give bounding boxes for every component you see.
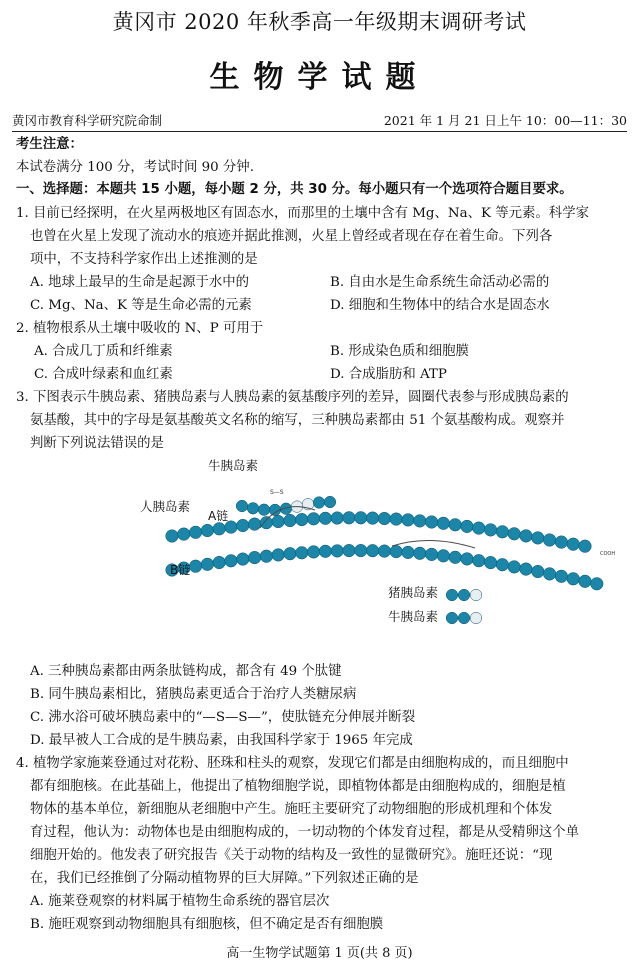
label-a-chain: A链	[208, 509, 229, 523]
porcine-tail-bead	[470, 589, 482, 601]
b-chain-bead	[461, 553, 474, 566]
label-bovine-top: 牛胰岛素	[208, 458, 259, 473]
bovine-fragment-bead	[313, 497, 325, 509]
a-chain-bead	[319, 512, 332, 525]
b-chain-bead	[390, 545, 403, 558]
q3-option-a: A. 三种胰岛素都由两条肽链构成，都含有 49 个肽键	[30, 664, 342, 679]
a-chain-bead	[461, 520, 474, 533]
b-chain-bead	[473, 554, 486, 567]
a-chain-bead	[579, 540, 592, 553]
label-human: 人胰岛素	[140, 499, 191, 514]
b-chain-bead	[496, 558, 509, 571]
b-chain-bead	[579, 575, 592, 588]
a-chain-bead	[449, 519, 462, 532]
q3-option-d: D. 最早被人工合成的是牛胰岛素，由我国科学家于 1965 年完成	[30, 733, 413, 748]
b-chain-bead	[414, 547, 427, 560]
label-b-chain: B链	[170, 563, 191, 577]
a-chain-bead	[166, 530, 179, 543]
q2-option-c: C. 合成叶绿素和血红素	[34, 367, 173, 382]
b-chain-bead	[355, 544, 368, 557]
label-bovine-bottom: 牛胰岛素	[388, 609, 439, 624]
q4-stem-line-1: 4. 植物学家施莱登通过对花粉、胚珠和柱头的观察，发现它们都是由细胞构成的，而且细胞中	[16, 756, 569, 771]
q2-stem: 2. 植物根系从土壤中吸收的 N、P 可用于	[16, 321, 264, 336]
b-chain-beads	[166, 544, 603, 590]
insulin-sequence-figure	[130, 458, 630, 638]
bovine-fragment-bead	[324, 496, 336, 508]
a-chain-bead	[237, 519, 250, 532]
subject-title: 生物学试题	[209, 60, 430, 95]
bovine-fragment-bead	[247, 503, 259, 515]
a-chain-bead	[473, 522, 486, 535]
b-chain-bead	[343, 544, 356, 557]
a-chain-bead	[508, 528, 521, 541]
b-chain-bead	[437, 550, 450, 563]
b-chain-bead	[567, 573, 580, 586]
q4-stem-line-3: 物体的基本单位，新细胞从老细胞中产生。施旺主要研究了动物细胞的形成机理和个体发	[30, 802, 553, 817]
b-chain-bead	[296, 547, 309, 560]
a-chain-bead	[284, 514, 297, 527]
q4-stem-line-2: 都有细胞核。在此基础上，他提出了植物细胞学说，即植物体都是由细胞构成的，细胞是植	[30, 779, 566, 794]
q1-option-b: B. 自由水是生命系统生命活动必需的	[330, 275, 550, 290]
a-chain-bead	[343, 512, 356, 525]
a-chain-bead	[390, 513, 403, 526]
q4-stem-line-4: 育过程，他认为：动物体也是由细胞构成的，一切动物的个体发育过程，都是从受精卵这个单	[30, 825, 580, 840]
label-porcine: 猪胰岛素	[388, 585, 439, 600]
a-chain-bead	[402, 514, 415, 527]
a-chain-bead	[355, 512, 368, 525]
b-chain-bead	[449, 551, 462, 564]
q3-option-b: B. 同牛胰岛素相比，猪胰岛素更适合于治疗人类糖尿病	[30, 687, 357, 702]
bovine-tail-bead	[458, 612, 470, 624]
q3-stem-line-1: 3. 下图表示牛胰岛素、猪胰岛素与人胰岛素的氨基酸序列的差异，圆圈代表参与形成胰岛素的	[16, 390, 569, 405]
q4-stem-line-5: 细胞开始的。他发表了研究报告《关于动物的结构及一致性的显微研究》。施旺还说：“现	[30, 848, 553, 863]
cooh-label: COOH	[600, 551, 616, 557]
q4-option-b: B. 施旺观察到动物细胞具有细胞核，但不确定是否有细胞膜	[30, 917, 384, 932]
a-chain-bead	[567, 538, 580, 551]
a-chain-bead	[201, 524, 214, 537]
a-chain-bead	[296, 513, 309, 526]
b-chain-bead	[189, 560, 202, 573]
porcine-fragment-beads	[446, 589, 482, 601]
a-chain-bead	[189, 526, 202, 539]
b-chain-bead	[331, 545, 344, 558]
b-chain-bead	[201, 558, 214, 571]
bovine-tail-bead	[470, 612, 482, 624]
q1-option-a: A. 地球上最早的生命是起源于水中的	[30, 275, 250, 290]
q3-stem-line-3: 判断下列说法错误的是	[30, 436, 164, 451]
porcine-tail-bead	[446, 589, 458, 601]
q3-stem-line-2: 氨基酸，其中的字母是氨基酸英文名称的缩写，三种胰岛素都由 51 个氨基酸构成。观察并	[30, 413, 565, 428]
a-chain-bead	[248, 518, 261, 531]
header-rule	[12, 131, 627, 132]
a-chain-bead	[366, 512, 379, 525]
a-chain-bead	[414, 515, 427, 528]
a-chain-bead	[378, 512, 391, 525]
disulfide-label: S—S	[270, 489, 284, 496]
exam-title: 黄冈市 2020 年秋季高一年级期末调研考试	[112, 10, 527, 34]
b-chain-bead	[484, 556, 497, 569]
b-chain-bead	[425, 548, 438, 561]
a-chain-bead	[260, 516, 273, 529]
b-chain-bead	[366, 544, 379, 557]
q2-option-b: B. 形成染色质和细胞膜	[330, 344, 469, 359]
q2-option-d: D. 合成脂肪和 ATP	[330, 367, 447, 382]
b-chain-bead	[532, 565, 545, 578]
b-chain-bead	[591, 578, 604, 591]
b-chain-bead	[248, 551, 261, 564]
q2-option-a: A. 合成几丁质和纤维素	[34, 344, 173, 359]
b-chain-bead	[272, 549, 285, 562]
bovine-tail-bead	[446, 612, 458, 624]
q4-option-a: A. 施莱登观察的材料属于植物生命系统的器官层次	[30, 894, 330, 909]
b-chain-bead	[260, 550, 273, 563]
exam-datetime: 2021 年 1 月 21 日上午 10：00—11：30	[383, 113, 627, 128]
bovine-fragment-bead	[258, 504, 270, 516]
b-chain-bead	[520, 563, 533, 576]
a-chain-bead	[425, 516, 438, 529]
b-chain-bead	[284, 547, 297, 560]
disulfide-bridge-line-2	[392, 540, 475, 548]
b-chain-bead	[319, 545, 332, 558]
a-chain-bead	[484, 524, 497, 537]
notice-text: 本试卷满分 100 分，考试时间 90 分钟.	[16, 160, 254, 175]
b-chain-bead	[508, 561, 521, 574]
a-chain-bead	[543, 534, 556, 547]
q1-stem-line-1: 1. 目前已经探明，在火星两极地区有固态水，而那里的土壤中含有 Mg、Na、K 等元素。科学家	[16, 206, 589, 221]
section-title: 一、选择题：本题共 15 小题，每小题 2 分，共 30 分。每小题只有一个选项符合题目要求。	[16, 182, 573, 197]
bovine-fragment-beads	[236, 496, 336, 516]
q1-stem-line-3: 项中，不支持科学家作出上述推测的是	[30, 252, 258, 267]
a-chain-bead	[437, 517, 450, 530]
q1-option-d: D. 细胞和生物体中的结合水是固态水	[330, 298, 550, 313]
porcine-tail-bead	[458, 589, 470, 601]
q1-option-c: C. Mg、Na、K 等是生命必需的元素	[30, 298, 252, 313]
b-chain-bead	[307, 546, 320, 559]
a-chain-bead	[213, 523, 226, 536]
bovine-fragment-bead	[236, 500, 248, 512]
bovine-tail-beads	[446, 612, 482, 624]
a-chain-bead	[178, 528, 191, 541]
page-footer: 高一生物学试题第 1 页(共 8 页)	[226, 946, 413, 961]
b-chain-bead	[237, 553, 250, 566]
a-chain-bead	[331, 512, 344, 525]
a-chain-beads	[166, 512, 592, 553]
a-chain-bead	[272, 515, 285, 528]
b-chain-bead	[225, 555, 238, 568]
q3-option-c: C. 沸水浴可破坏胰岛素中的“—S—S—”，使肽链充分伸展并断裂	[30, 710, 416, 725]
b-chain-bead	[555, 570, 568, 583]
a-chain-bead	[532, 532, 545, 545]
a-chain-bead	[520, 530, 533, 543]
publisher: 黄冈市教育科学研究院命制	[12, 113, 163, 128]
a-chain-bead	[307, 513, 320, 526]
b-chain-bead	[213, 556, 226, 569]
q4-stem-line-6: 在，我们已经推倒了分隔动植物界的巨大屏障。”下列叙述正确的是	[30, 871, 419, 886]
a-chain-bead	[496, 526, 509, 539]
b-chain-bead	[543, 568, 556, 581]
q1-stem-line-2: 也曾在火星上发现了流动水的痕迹并据此推测，火星上曾经或者现在存在着生命。下列各	[30, 229, 553, 244]
b-chain-bead	[378, 545, 391, 558]
a-chain-bead	[555, 536, 568, 549]
notice-title: 考生注意：	[16, 137, 83, 152]
b-chain-bead	[402, 546, 415, 559]
